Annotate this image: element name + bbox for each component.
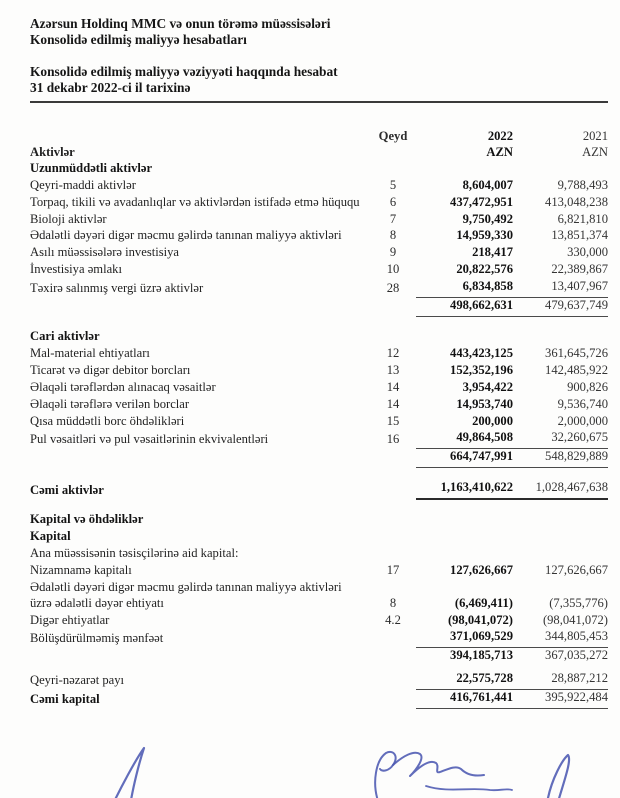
row-label: Qeyri-maddi aktivlər (30, 177, 136, 192)
row-label (30, 316, 370, 317)
row-spacer (30, 500, 608, 512)
note-reference (370, 467, 416, 468)
row-label: Cəmi kapital (30, 692, 100, 707)
value-2021: 361,645,726 (545, 345, 608, 360)
note-reference: 7 (389, 211, 397, 226)
statement-row (30, 580, 608, 613)
value-2022: 8,604,007 (462, 177, 513, 192)
note-reference (370, 689, 416, 690)
value-2021: 900,826 (567, 379, 608, 394)
value-2021: 13,851,374 (551, 228, 608, 243)
company-title-line1: Azərsun Holdinq MMC və onun törəmə müəssisələri (30, 16, 331, 31)
value-2021: 28,887,212 (516, 671, 608, 690)
value-2022: (6,469,411) (454, 595, 513, 610)
row-label: Kapital (30, 529, 71, 544)
column-header-2022: 2022 (487, 129, 513, 143)
value-2022: 14,953,740 (456, 396, 513, 411)
note-reference: 15 (386, 413, 400, 428)
note-reference: 8 (389, 228, 397, 243)
note-reference: 14 (386, 379, 400, 394)
statement-row (30, 228, 608, 245)
table-column-headers (30, 129, 608, 161)
note-reference: 12 (386, 345, 400, 360)
currency-header-row (30, 145, 608, 161)
currency-label-2021: AZN (582, 144, 608, 159)
value-2022: 1,163,410,622 (416, 480, 516, 500)
value-2022: 443,423,125 (450, 345, 513, 360)
note-reference (370, 499, 416, 500)
row-label: Digər ehtiyatlar (30, 612, 110, 627)
value-2022: 218,417 (472, 245, 513, 260)
value-2022 (416, 528, 516, 529)
statement-title: Konsolidə edilmiş maliyyə vəziyyəti haqqında hesabat (30, 64, 338, 79)
value-2021: 330,000 (567, 245, 608, 260)
value-2021: 2,000,000 (557, 413, 608, 428)
row-label: Ticarət və digər debitor borcları (30, 362, 191, 377)
value-2021: 142,485,922 (545, 362, 608, 377)
currency-label-2022: AZN (486, 144, 513, 159)
statement-row (30, 178, 608, 195)
value-2021: 395,922,484 (516, 690, 608, 709)
statement-row (30, 563, 608, 580)
statement-row (30, 480, 608, 500)
row-label: Bioloji aktivlər (30, 211, 107, 226)
value-2021: 9,536,740 (557, 396, 608, 411)
note-reference: 13 (386, 362, 400, 377)
value-2022: 49,864,508 (416, 430, 516, 449)
value-2021: 367,035,272 (545, 648, 608, 663)
value-2022: 437,472,951 (450, 194, 513, 209)
statement-row (30, 648, 608, 665)
note-reference: 14 (386, 396, 400, 411)
value-2022 (416, 545, 516, 546)
column-header-note: Qeyd (378, 129, 408, 143)
note-reference: 4.2 (385, 612, 401, 627)
note-reference: 17 (386, 562, 400, 577)
row-label: Təxirə salınmış vergi üzrə aktivlər (30, 281, 204, 296)
value-2021: 127,626,667 (545, 562, 608, 577)
row-label: Qısa müddətli borc öhdəlikləri (30, 413, 185, 428)
assets-section-heading: Aktivlər (30, 144, 75, 159)
value-2022: 20,822,576 (456, 262, 513, 277)
note-reference: 28 (386, 281, 400, 296)
value-2022: 664,747,991 (416, 449, 516, 468)
row-label: Cəmi aktivlər (30, 483, 104, 498)
row-label: Bölüşdürülməmiş mənfəət (30, 631, 164, 646)
note-reference: 16 (386, 432, 400, 447)
statement-row (30, 212, 608, 229)
note-reference: 8 (389, 595, 397, 610)
column-header-row (30, 129, 608, 145)
value-2021: 32,260,675 (516, 430, 608, 449)
note-reference: 6 (389, 194, 397, 209)
statement-rows (30, 161, 608, 709)
value-2021: 344,805,453 (516, 629, 608, 648)
column-header-2021: 2021 (582, 129, 608, 143)
value-2022: 152,352,196 (450, 362, 513, 377)
value-2021: 548,829,889 (516, 449, 608, 468)
value-2022: 9,750,492 (462, 211, 513, 226)
row-label: Torpaq, tikili və avadanlıqlar və aktivlərdən istifadə etmə hüququ (30, 194, 360, 209)
note-reference (370, 316, 416, 317)
note-reference: 5 (389, 177, 397, 192)
note-reference (370, 528, 416, 529)
value-2022: 22,575,728 (416, 671, 516, 690)
statement-row (30, 430, 608, 449)
value-2022: 394,185,713 (450, 648, 513, 663)
value-2022: 498,662,631 (416, 298, 516, 317)
document-header (30, 16, 608, 103)
statement-row (30, 529, 608, 546)
value-2022: 200,000 (472, 413, 513, 428)
row-label: Qeyri-nəzarət payı (30, 673, 125, 688)
statement-row (30, 279, 608, 298)
statement-row (30, 671, 608, 690)
value-2021: 1,028,467,638 (516, 480, 608, 500)
statement-row (30, 380, 608, 397)
row-label (30, 664, 370, 665)
value-2022: 127,626,667 (450, 562, 513, 577)
note-reference (370, 708, 416, 709)
statement-row (30, 346, 608, 363)
row-label: Ədalətli dəyəri digər məcmu gəlirdə tanınan maliyyə aktivləri üzrə ədalətli dəyər ehtiyatı (30, 579, 342, 610)
row-label: Asılı müəssisələrə investisiya (30, 245, 180, 260)
balance-sheet-table (30, 129, 608, 709)
value-2021 (516, 545, 608, 546)
value-2021: 6,821,810 (557, 211, 608, 226)
row-label (30, 467, 370, 468)
statement-row (30, 363, 608, 380)
value-2022: 14,959,330 (456, 228, 513, 243)
note-reference (370, 664, 416, 665)
company-title-line2: Konsolidə edilmiş maliyyə hesabatları (30, 32, 247, 47)
signature-right-ink (368, 748, 583, 798)
value-2022: 416,761,441 (416, 690, 516, 709)
statement-row (30, 613, 608, 630)
statement-date: 31 dekabr 2022-ci il tarixinə (30, 80, 191, 95)
row-label: Pul vəsaitləri və pul vəsaitlərinin ekvivalentləri (30, 432, 269, 447)
row-label: Cari aktivlər (30, 328, 100, 343)
statement-row (30, 262, 608, 279)
row-label: Əlaqəli tərəflərdən alınacaq vəsaitlər (30, 379, 216, 394)
value-2021 (516, 528, 608, 529)
value-2021: 479,637,749 (516, 298, 608, 317)
value-2021: 413,048,238 (545, 194, 608, 209)
note-reference (370, 545, 416, 546)
row-spacer (30, 468, 608, 480)
value-2021: (7,355,776) (549, 595, 608, 610)
row-label: Uzunmüddətli aktivlər (30, 160, 153, 175)
note-reference: 9 (389, 245, 397, 260)
statement-row (30, 397, 608, 414)
statement-row (30, 195, 608, 212)
statement-row (30, 161, 608, 178)
signature-left-ink (92, 746, 182, 798)
note-reference (370, 647, 416, 648)
statement-row (30, 629, 608, 648)
row-spacer (30, 317, 608, 329)
statement-row (30, 329, 608, 346)
statement-row (30, 690, 608, 709)
row-label: Ana müəssisənin təsisçilərinə aid kapital: (30, 545, 239, 560)
value-2021: 9,788,493 (557, 177, 608, 192)
statement-row (30, 512, 608, 529)
value-2021: 22,389,867 (551, 262, 608, 277)
row-label: Ədalətli dəyəri digər məcmu gəlirdə tanınan maliyyə aktivləri (30, 228, 342, 243)
value-2022: 6,834,858 (416, 279, 516, 298)
value-2022: 371,069,529 (416, 629, 516, 648)
value-2021: (98,041,072) (542, 612, 608, 627)
note-reference: 10 (386, 262, 400, 277)
row-label: Mal-material ehtiyatları (30, 345, 150, 360)
value-2022: (98,041,072) (447, 612, 513, 627)
row-label: Əlaqəli tərəflərə verilən borclar (30, 396, 190, 411)
statement-row (30, 245, 608, 262)
statement-row (30, 414, 608, 431)
statement-row (30, 449, 608, 468)
value-2022: 3,954,422 (462, 379, 513, 394)
statement-title-block (30, 64, 608, 103)
row-label: Nizamnamə kapitalı (30, 562, 132, 577)
statement-row (30, 546, 608, 563)
row-label: Kapital və öhdəliklər (30, 512, 144, 527)
value-2021: 13,407,967 (516, 279, 608, 298)
statement-row (30, 298, 608, 317)
row-label: İnvestisiya əmlakı (30, 262, 122, 277)
